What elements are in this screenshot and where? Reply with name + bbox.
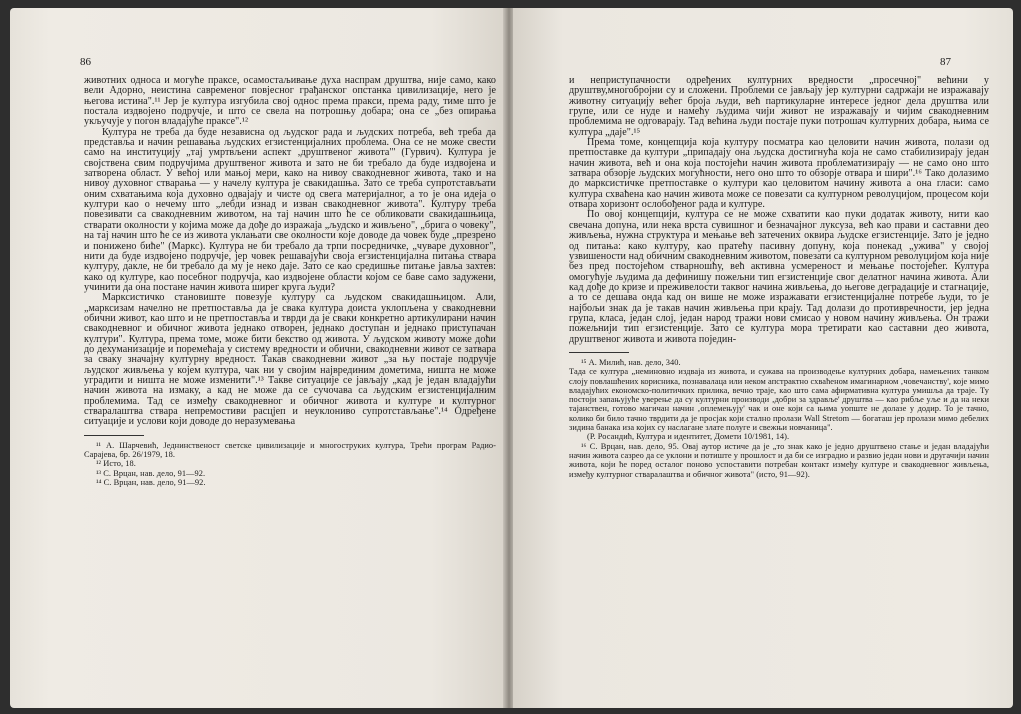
footnote-divider (569, 352, 629, 353)
paragraph: Марксистичко становиште повезује културу са људском свакидашњицом. Али, „марксизам начелно не претпоставља да је свака култура доиста уклопљена у свакодневни обични живот, као што и не претпоставља и тврди да је сваки конкретно артикулирани начин свакодневног и обичног живота једнако отворен, једнако доступан и једнако приступачан култури". Култура, према томе, може бити бекство од живота. У људском животу може доћи до дехуманизације и поремећаја у систему вредности и обични, свакодневни живот се затвара за сваку значајну културну вредност. Такав свакодневни живот „за њу постаје подручје људског живљења у којем култура, чак ни у своjим најврединим дометима, ништа не може уградити и ништа не може изменити".¹³ Такве ситуације се јављају „кад је један владајући начин живота на измаку, а кад не може да се сучочава са људским егзистенцијалним проблемима. Тад се између свакодневног и обичног живота и културе и културног стваралаштва ствара непремостиви расцјеп и неуклониво супротстављање".¹⁴ Одређене ситуације и услови који доводе до неразумевања (84, 292, 496, 428)
footnotes (569, 358, 989, 479)
paragraph: Култура не треба да буде независна од људског рада и људских потреба, већ треба да представља и начин решавања људских егзистенцијалних проблема. Она се не може свести само на институцију „тај умртвљени аспект ‚друштвеног живота'" (Гурвич). Култура је својствена свим подручјима друштвеног живота и зато не би требало да буде издвојена и затворена област. У већој или мањој мери, како на нивоу свакодневног живота, тако и на нивоу духовног стварања — у начелу култура је свакидашња. Зато се треба супротстављати оним схватањима која духовно одвајају и чисте од свега материјалног, а то је она идеја о култури као о нечему што „лебди изнад и изван свакодневног живота". Културу треба повезивати са свакодневним животом, на тај начин што ће се обликовати свакидашњица, стварати околности у којима може да дође до изражаја „људско и живљено", „брига о човеку", на тај начин што ће се из живота уклањати све околности које доводе да човек буде „презрено и понижено биће" (Маркс). Култура не би требало да трпи посредничке, „чуваре духовног", нити да буде издвојено подручје, јер човек решавајући своја егзистенцијална питања ствара културу, дакле, не би требало да му је неко даје. Зато се као средишње питање јавља захтев: како од културе, као посебног подручја, као издвојене области којом се баве само задужени, учинити да она постане начин живота ширег круга људи? (84, 126, 496, 293)
footnote-citation: (Р. Росандић, Култура и идентитет, Домети 10/1981, 14). (587, 432, 790, 442)
footnote-quote: Тада се култура „неминовно издваја из живота, и сужава на производење културних добара, намењених танком слоју повлашћених корисника, познавалаца или неком апстрактно схваћеном имагинарном ‚човечанству', које мимо владајућих економско-политичких прилика, вечно траје, као што сама афирмативна култура умишља да траје. Ту постоји запањујуће уверење да су културни производи ‚добри за здравље' друштва — као рибље уље и да на неки тајанствен, готово магичан начин ‚оплемењују' чак и оне који са њима уопште не долазе у додир. То је тачно, колико би било тачно тврдити да је просјак који стално пролази Wall Stretom — богаташ јер пролази мимо дебелих зидина банака иза којих су наслагане злате полуге и свежњи новчаница". (569, 367, 989, 433)
footnote: ¹² Исто, 18. (96, 459, 136, 469)
page-number-left: 86 (80, 56, 91, 68)
footnote: ¹⁴ С. Врцан, нав. дело, 91—92. (96, 477, 206, 487)
paragraph: По овој концепцији, култура се не може схватити као пуки додатак животу, нити као свечана допуна, или нека врста сувишног и безначајног луксуза, већ као прави и саставни део живљења, нужна структура и мењање већ затечених оквира људске егзистенције. Зато је једно од питања: како културу, као пратећу пасивну допуну, која понекад „ужива" у својој узвишености над обичним свакодневним животом, повезати са културном револуцијом која није без пред постојећом стварношћу, већ активна усмереност и мењање постојећег. Култура омогућује људима да дефинишу пожељни тип егзистенције свог делатног начина живота. Али кад дође до кризе и преживелости таквог начина живљења, до његове деградације и стагнације, а то се дешава онда кад он више не може изражавати егзистенцијалне потребе људи, то је најбољи знак да је такав начин живљења при крају. Тад долази до противречности, јер једна група, класа, један слој, један народ тражи нови смисао у новом начину живљења. Он тражи пожељнији тип егзистенције. Зато се култура мора третирати као саставни део живота, друштвеног живота и живота поједин- (569, 209, 989, 345)
left-page-text (84, 76, 496, 487)
right-page (513, 8, 1013, 708)
paragraph: животних односа и могуће праксе, осамостаљивање духа наспрам друштва, није само, како вели Адорно, неистина савременог повјесног грађанског опстанка цивилизације, него је његова истина".¹¹ Јер је култура изгубила свој однос према пракси, према раду, тиме што је постала издвојено подручје, и што се свела на потрошњу добара; она се „без опирања укључује у погон владајуће праксе".¹² (84, 75, 496, 128)
paragraph: Према томе, концепција која културу посматра као целовити начин живота, полази од претпоставке да култури „припадају она људска достигнућа која не само стабилизирају један начин живота, већ и она која постојећи начин живота проблематизирају — не само оно што затвара обзорје људских могућности, него оно што то обзорје отвара и шири".¹⁶ Тако долазимо до марксистичке претпоставке о култури као целовитом начину живота а она гласи: само култура схваћена као начин живота може се повезати са културном револуцијом, процесом који отвара хоризонт ослобођеног рада и културе. (569, 137, 989, 211)
footnote: ¹¹ А. Шарчевић, Једнинственост светске цивилизације и многоструких култура, Трећи програм Радио-Сарајева, бр. 26/1979, 18. (84, 440, 496, 459)
footnote-divider (84, 435, 144, 436)
footnotes (84, 441, 496, 487)
footnote: ¹³ С. Врцан, нав. дело, 91—92. (96, 468, 206, 478)
footnote: ¹⁶ С. Врцан, нав. дело, 95. Овај аутор истиче да је „то знак како је једно друштвено стање и један владајући начин живота сазрео да се уклони и потиште у прошлост и да би се изградио и развио један нови и другачији начин живота, који ће поред осталог поново успоставити потребан контакт између културе и свакодневног живљења, између културног стваралаштва и обичног живота" (исто, 91—92). (569, 441, 989, 479)
paragraph: и неприступачности одређених културних вредности „просечној" већини у друштву,многобројни су и сложени. Проблеми се јављају јер културни садржаји не изражавају животну ситуацију већег броја људи, већ партикуларне интересе једног дела друштва или групе, или се нуде и намећу људима чији живот не изражавају и чијим свакодневним проблемима не одговарају. Тад већина људи постаје пуки потрошач културних добара, њима се култура „даје".¹⁵ (569, 75, 989, 138)
right-page-text (569, 76, 989, 479)
page-number-right: 87 (940, 56, 951, 68)
footnote: ¹⁵ А. Милић, нав. дело, 340. (581, 357, 681, 367)
left-page (10, 8, 505, 708)
